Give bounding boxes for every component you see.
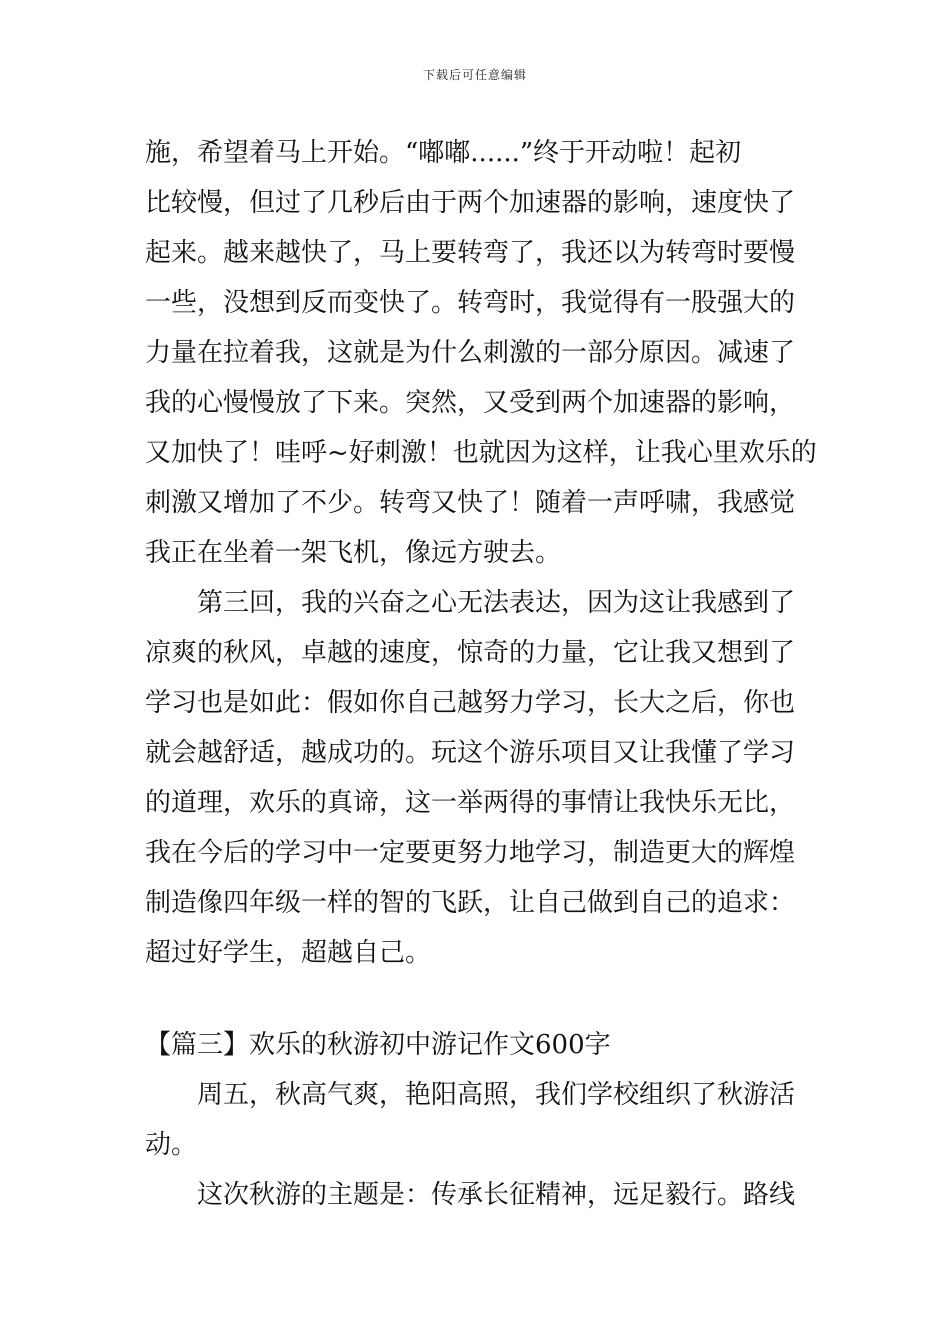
text-line: 凉爽的秋风，卓越的速度，惊奇的力量，它让我又想到了 [145, 638, 796, 668]
text-line: 一些，没想到反而变快了。转弯时，我觉得有一股强大的 [145, 288, 796, 318]
text-line: 周五，秋高气爽，艳阳高照，我们学校组织了秋游活 [197, 1080, 796, 1110]
page-header: 下载后可任意编辑 [422, 68, 527, 82]
paragraph [145, 1070, 815, 1170]
document-body [145, 128, 815, 1220]
text-line: 就会越舒适，越成功的。玩这个游乐项目又让我懂了学习 [145, 738, 796, 768]
section-heading: 【篇三】欢乐的秋游初中游记作文600字 [145, 1030, 611, 1060]
text-line: 比较慢，但过了几秒后由于两个加速器的影响，速度快了 [145, 188, 796, 218]
text-line: 动。 [145, 1130, 198, 1160]
text-line: 的道理，欢乐的真谛，这一举两得的事情让我快乐无比， [145, 788, 796, 818]
text-line: 学习也是如此：假如你自己越努力学习，长大之后，你也 [145, 688, 796, 718]
text-line: 我正在坐着一架飞机，像远方驶去。 [145, 538, 562, 568]
text-line: 我的心慢慢放了下来。突然，又受到两个加速器的影响， [145, 388, 796, 418]
text-line: 又加快了！哇呼~好刺激！也就因为这样，让我心里欢乐的 [145, 438, 817, 468]
text-line: 超过好学生，超越自己。 [145, 938, 432, 968]
text-line: 力量在拉着我，这就是为什么刺激的一部分原因。减速了 [145, 338, 796, 368]
text-line: 制造像四年级一样的智的飞跃，让自己做到自己的追求： [145, 888, 796, 918]
text-line: 第三回，我的兴奋之心无法表达，因为这让我感到了 [197, 588, 796, 618]
section-spacer [145, 978, 815, 1020]
paragraph [145, 128, 815, 578]
text-line: 这次秋游的主题是：传承长征精神，远足毅行。路线 [197, 1180, 796, 1210]
text-line: 我在今后的学习中一定要更努力地学习，制造更大的辉煌 [145, 838, 796, 868]
text-line: 施，希望着马上开始。“嘟嘟......”终于开动啦！起初 [145, 138, 742, 168]
text-line: 刺激又增加了不少。转弯又快了！随着一声呼啸，我感觉 [145, 488, 796, 518]
text-line: 起来。越来越快了，马上要转弯了，我还以为转弯时要慢 [145, 238, 796, 268]
paragraph [145, 1170, 815, 1220]
paragraph [145, 578, 815, 978]
